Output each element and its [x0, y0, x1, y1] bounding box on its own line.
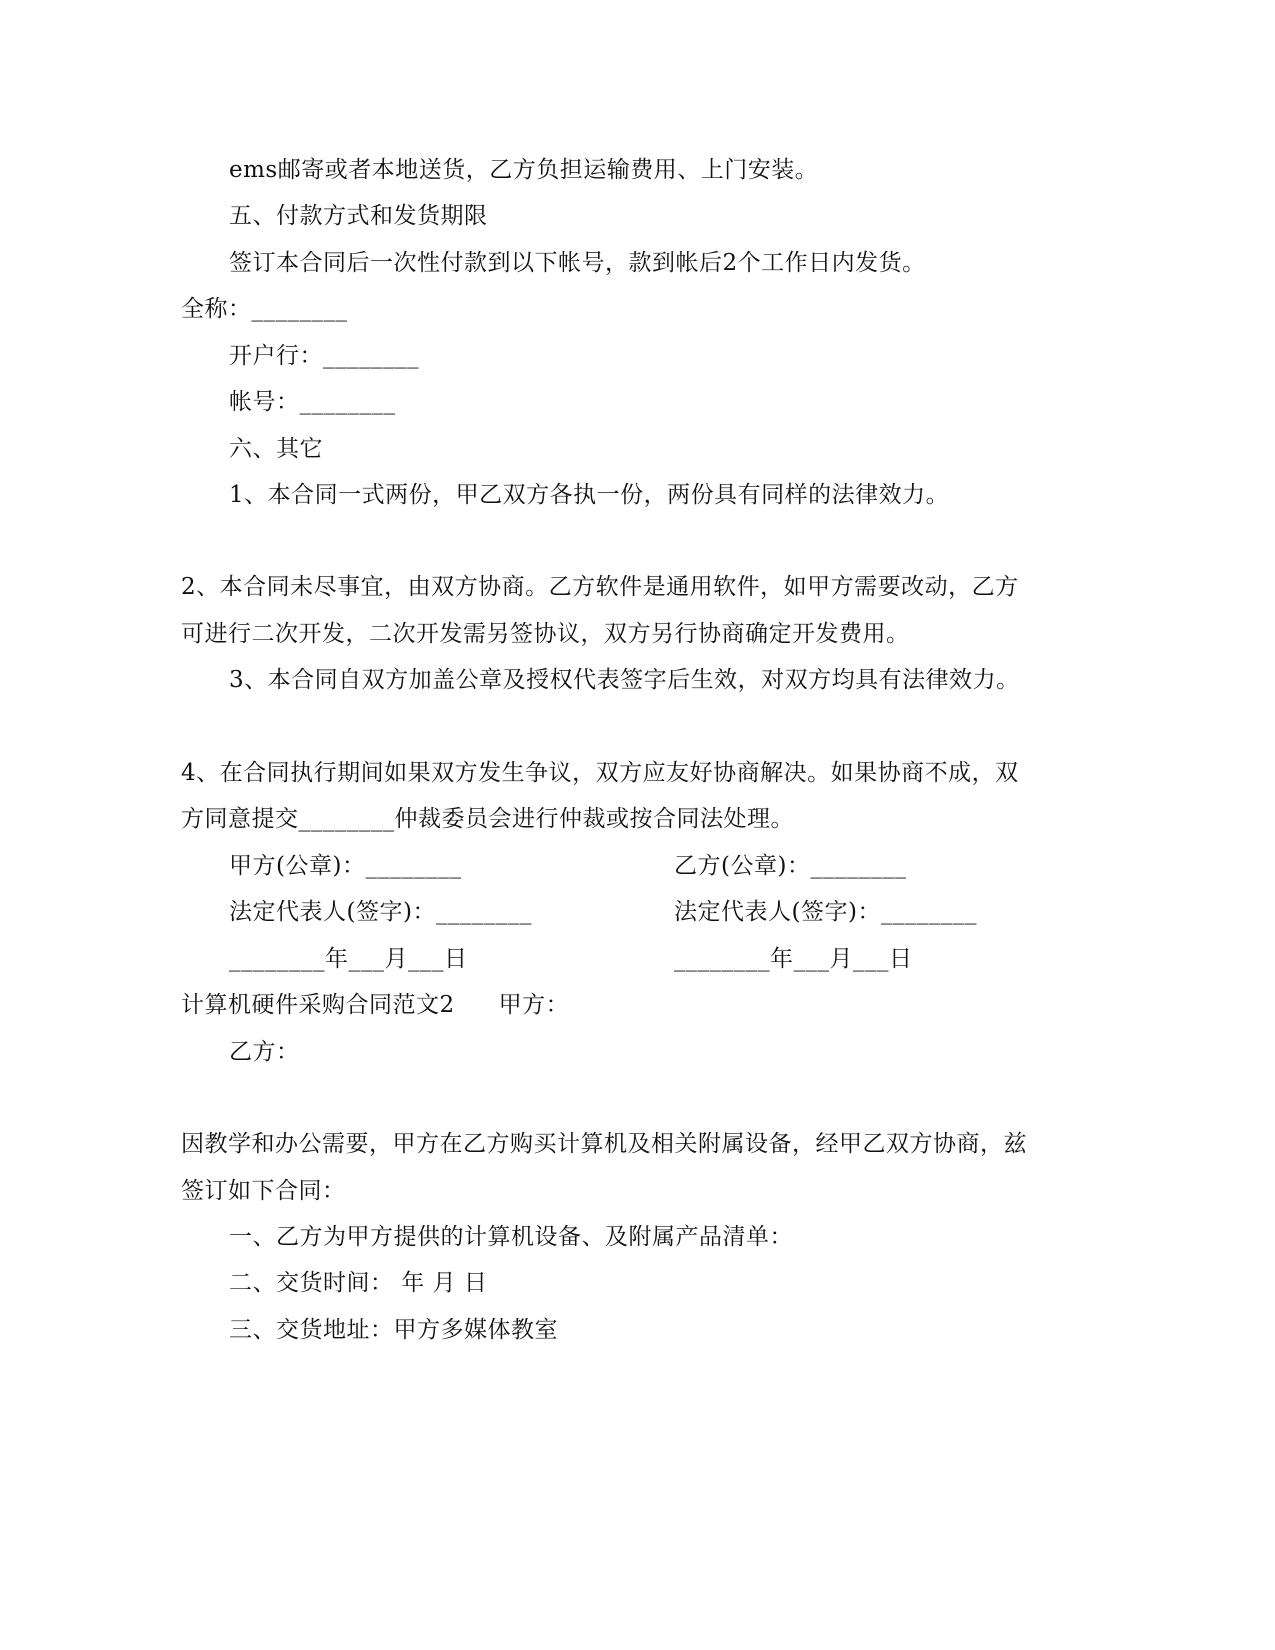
- item-2: 二、交货时间： 年 月 日: [229, 1270, 488, 1296]
- clause-3: 3、本合同自双方加盖公章及授权代表签字后生效，对双方均具有法律效力。: [229, 667, 1020, 693]
- text-line: 签订本合同后一次性付款到以下帐号，款到帐后2个工作日内发货。: [229, 250, 926, 276]
- party-b-representative: 法定代表人(签字)：________: [674, 899, 977, 925]
- contract-2-title: 计算机硬件采购合同范文2: [181, 992, 455, 1018]
- party-a-label: 甲方：: [498, 992, 570, 1018]
- account-number-line: 帐号：________: [229, 389, 396, 415]
- section-heading: 六、其它: [229, 436, 323, 462]
- party-b-label: 乙方：: [229, 1039, 300, 1065]
- party-a-seal: 甲方(公章)：________: [229, 853, 462, 879]
- clause-2: 2、本合同未尽事宜，由双方协商。乙方软件是通用软件，如甲方需要改动，乙方: [181, 574, 1019, 600]
- party-b-seal: 乙方(公章)：________: [674, 853, 907, 879]
- party-b-date: ________年___月___日: [674, 946, 913, 972]
- account-name-line: 全称：________: [181, 296, 348, 322]
- item-3: 三、交货地址：甲方多媒体教室: [229, 1317, 558, 1343]
- party-a-date: ________年___月___日: [229, 946, 468, 972]
- bank-line: 开户行：________: [229, 343, 419, 369]
- clause-2-cont: 可进行二次开发，二次开发需另签协议，双方另行协商确定开发费用。: [181, 621, 910, 647]
- preamble: 因教学和办公需要，甲方在乙方购买计算机及相关附属设备，经甲乙双方协商，兹: [181, 1131, 1027, 1157]
- party-a-representative: 法定代表人(签字)：________: [229, 899, 532, 925]
- clause-4: 4、在合同执行期间如果双方发生争议，双方应友好协商解决。如果协商不成，双: [181, 760, 1019, 786]
- section-heading: 五、付款方式和发货期限: [229, 203, 488, 229]
- clause-1: 1、本合同一式两份，甲乙双方各执一份，两份具有同样的法律效力。: [229, 482, 950, 508]
- item-1: 一、乙方为甲方提供的计算机设备、及附属产品清单：: [229, 1224, 793, 1250]
- text-line: ems邮寄或者本地送货，乙方负担运输费用、上门安装。: [229, 157, 819, 183]
- preamble-cont: 签订如下合同：: [181, 1178, 346, 1204]
- contract-2-title-line: [181, 990, 569, 1020]
- clause-4-cont: 方同意提交________仲裁委员会进行仲裁或按合同法处理。: [181, 806, 794, 832]
